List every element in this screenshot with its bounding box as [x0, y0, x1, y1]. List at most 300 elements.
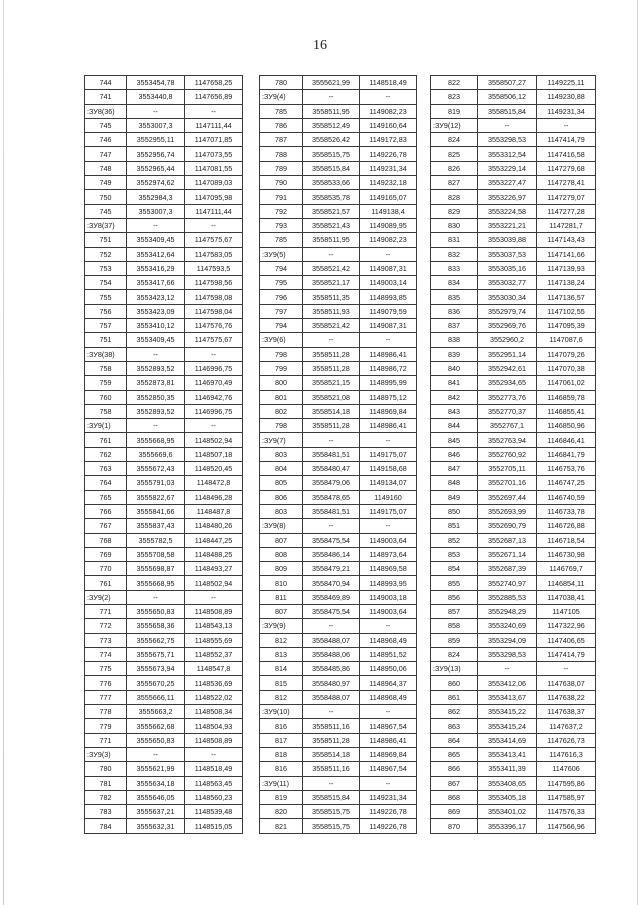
table-row: [431, 361, 596, 375]
x-coordinate-cell: 3555675,71: [127, 647, 185, 661]
x-coordinate-cell: 3555658,36: [127, 619, 185, 633]
table-row: [85, 176, 243, 190]
table-row: [260, 76, 417, 90]
table-row: [431, 805, 596, 819]
point-number-cell: 784: [85, 819, 127, 833]
y-coordinate-cell: 1148508,34: [185, 705, 243, 719]
y-coordinate-cell: 1146841,79: [537, 447, 596, 461]
y-coordinate-cell: 1148973,64: [360, 547, 417, 561]
table-row: [85, 647, 243, 661]
x-coordinate-cell: 3553401,02: [478, 805, 537, 819]
x-coordinate-cell: 3558480,47: [303, 462, 360, 476]
x-coordinate-cell: 3553410,12: [127, 319, 185, 333]
point-number-cell: :ЗУ9(5): [260, 247, 303, 261]
point-number-cell: 836: [431, 304, 478, 318]
table-row: [431, 161, 596, 175]
y-coordinate-cell: 1147595,86: [537, 776, 596, 790]
point-number-cell: 794: [260, 261, 303, 275]
table-row: [431, 404, 596, 418]
y-coordinate-cell: 1147278,41: [537, 176, 596, 190]
y-coordinate-cell: 1146996,75: [185, 361, 243, 375]
point-number-cell: 864: [431, 733, 478, 747]
x-coordinate-cell: 3558511,28: [303, 361, 360, 375]
x-coordinate-cell: 3558479,21: [303, 562, 360, 576]
point-number-cell: 790: [260, 176, 303, 190]
point-number-cell: 788: [260, 147, 303, 161]
table-row: [85, 604, 243, 618]
x-coordinate-cell: 3553423,12: [127, 290, 185, 304]
y-coordinate-cell: 1149231,34: [360, 161, 417, 175]
y-coordinate-cell: 1147070,38: [537, 361, 596, 375]
point-number-cell: 770: [85, 562, 127, 576]
y-coordinate-cell: 1146740,59: [537, 490, 596, 504]
x-coordinate-cell: 3558511,16: [303, 719, 360, 733]
y-coordinate-cell: 1147575,67: [185, 233, 243, 247]
point-number-cell: 746: [85, 133, 127, 147]
point-number-cell: 761: [85, 433, 127, 447]
x-coordinate-cell: 3552893,52: [127, 361, 185, 375]
x-coordinate-cell: 3558515,75: [303, 805, 360, 819]
y-coordinate-cell: 1147575,67: [185, 333, 243, 347]
x-coordinate-cell: 3558521,15: [303, 376, 360, 390]
y-coordinate-cell: 1147638,22: [537, 690, 596, 704]
point-number-cell: 800: [260, 376, 303, 390]
parcel-header-row: [85, 419, 243, 433]
parcel-header-row: [260, 333, 417, 347]
x-coordinate-cell: --: [127, 419, 185, 433]
y-coordinate-cell: 1147138,24: [537, 276, 596, 290]
y-coordinate-cell: 1148995,99: [360, 376, 417, 390]
y-coordinate-cell: 1149158,68: [360, 462, 417, 476]
y-coordinate-cell: 1147136,57: [537, 290, 596, 304]
x-coordinate-cell: 3555650,83: [127, 733, 185, 747]
x-coordinate-cell: 3555637,21: [127, 805, 185, 819]
table-row: [85, 161, 243, 175]
point-number-cell: 815: [260, 676, 303, 690]
y-coordinate-cell: 1147637,2: [537, 719, 596, 733]
x-coordinate-cell: 3553409,45: [127, 233, 185, 247]
point-number-cell: 826: [431, 161, 478, 175]
point-number-cell: 756: [85, 304, 127, 318]
x-coordinate-cell: 3555822,67: [127, 490, 185, 504]
x-coordinate-cell: 3555662,68: [127, 719, 185, 733]
table-row: [85, 819, 243, 833]
table-row: [260, 662, 417, 676]
table-row: [431, 304, 596, 318]
point-number-cell: 832: [431, 247, 478, 261]
y-coordinate-cell: 1147576,76: [185, 319, 243, 333]
point-number-cell: :ЗУ9(9): [260, 619, 303, 633]
point-number-cell: 768: [85, 533, 127, 547]
y-coordinate-cell: 1149231,34: [360, 790, 417, 804]
x-coordinate-cell: 3558512,49: [303, 118, 360, 132]
x-coordinate-cell: 3552760,92: [478, 447, 537, 461]
point-number-cell: 827: [431, 176, 478, 190]
table-row: [260, 533, 417, 547]
y-coordinate-cell: 1146854,11: [537, 576, 596, 590]
table-row: [260, 147, 417, 161]
table-row: [85, 776, 243, 790]
table-row: [431, 504, 596, 518]
table-row: [85, 462, 243, 476]
x-coordinate-cell: 3558478,65: [303, 490, 360, 504]
point-number-cell: 816: [260, 719, 303, 733]
y-coordinate-cell: 1147073,55: [185, 147, 243, 161]
table-row: [85, 476, 243, 490]
y-coordinate-cell: --: [185, 747, 243, 761]
x-coordinate-cell: --: [303, 433, 360, 447]
point-number-cell: 829: [431, 204, 478, 218]
point-number-cell: 831: [431, 233, 478, 247]
table-row: [431, 705, 596, 719]
point-number-cell: 758: [85, 361, 127, 375]
y-coordinate-cell: 1147061,02: [537, 376, 596, 390]
x-coordinate-cell: 3553415,22: [478, 705, 537, 719]
point-number-cell: 799: [260, 361, 303, 375]
point-number-cell: 751: [85, 333, 127, 347]
table-row: [431, 619, 596, 633]
y-coordinate-cell: 1147089,03: [185, 176, 243, 190]
point-number-cell: 859: [431, 633, 478, 647]
table-row: [431, 233, 596, 247]
table-row: [431, 376, 596, 390]
table-row: [260, 576, 417, 590]
point-number-cell: 795: [260, 276, 303, 290]
table-row: [85, 576, 243, 590]
x-coordinate-cell: 3558533,66: [303, 176, 360, 190]
point-number-cell: 761: [85, 576, 127, 590]
x-coordinate-cell: 3555662,75: [127, 633, 185, 647]
x-coordinate-cell: 3558475,54: [303, 604, 360, 618]
x-coordinate-cell: 3552705,11: [478, 462, 537, 476]
point-number-cell: 775: [85, 662, 127, 676]
point-number-cell: 749: [85, 176, 127, 190]
x-coordinate-cell: 3553032,77: [478, 276, 537, 290]
x-coordinate-cell: --: [127, 747, 185, 761]
y-coordinate-cell: 1148493,27: [185, 562, 243, 576]
x-coordinate-cell: 3558479,06: [303, 476, 360, 490]
point-number-cell: 856: [431, 590, 478, 604]
y-coordinate-cell: 1148522,02: [185, 690, 243, 704]
x-coordinate-cell: 3552773,76: [478, 390, 537, 404]
point-number-cell: 782: [85, 790, 127, 804]
table-row: [431, 676, 596, 690]
table-row: [260, 676, 417, 690]
point-number-cell: 820: [260, 805, 303, 819]
point-number-cell: 822: [431, 76, 478, 90]
x-coordinate-cell: 3553030,34: [478, 290, 537, 304]
y-coordinate-cell: 1149172,83: [360, 133, 417, 147]
point-number-cell: 846: [431, 447, 478, 461]
x-coordinate-cell: --: [303, 619, 360, 633]
y-coordinate-cell: 1147102,55: [537, 304, 596, 318]
point-number-cell: 769: [85, 547, 127, 561]
parcel-header-row: [260, 776, 417, 790]
point-number-cell: 748: [85, 161, 127, 175]
x-coordinate-cell: 3552948,29: [478, 604, 537, 618]
table-row: [260, 218, 417, 232]
table-row: [85, 619, 243, 633]
point-number-cell: 745: [85, 204, 127, 218]
y-coordinate-cell: 1147095,98: [185, 190, 243, 204]
coordinates-table-column-3: [430, 75, 596, 834]
y-coordinate-cell: 1149082,23: [360, 104, 417, 118]
y-coordinate-cell: --: [185, 347, 243, 361]
table-row: [85, 433, 243, 447]
table-row: [85, 790, 243, 804]
y-coordinate-cell: 1148969,84: [360, 404, 417, 418]
x-coordinate-cell: 3552693,99: [478, 504, 537, 518]
table-row: [85, 376, 243, 390]
table-row: [85, 133, 243, 147]
parcel-header-row: [260, 619, 417, 633]
x-coordinate-cell: 3558470,94: [303, 576, 360, 590]
x-coordinate-cell: 3552956,74: [127, 147, 185, 161]
x-coordinate-cell: 3553440,8: [127, 90, 185, 104]
y-coordinate-cell: 1149087,31: [360, 319, 417, 333]
point-number-cell: 747: [85, 147, 127, 161]
point-number-cell: 867: [431, 776, 478, 790]
y-coordinate-cell: 1149079,59: [360, 304, 417, 318]
point-number-cell: 812: [260, 690, 303, 704]
x-coordinate-cell: 3555650,83: [127, 604, 185, 618]
x-coordinate-cell: 3552740,97: [478, 576, 537, 590]
x-coordinate-cell: 3552955,11: [127, 133, 185, 147]
parcel-header-row: [260, 519, 417, 533]
point-number-cell: 765: [85, 490, 127, 504]
point-number-cell: 753: [85, 261, 127, 275]
x-coordinate-cell: 3558481,51: [303, 504, 360, 518]
y-coordinate-cell: 1148518,49: [360, 76, 417, 90]
y-coordinate-cell: 1149003,64: [360, 604, 417, 618]
x-coordinate-cell: 3555841,66: [127, 504, 185, 518]
x-coordinate-cell: 3558521,43: [303, 218, 360, 232]
table-row: [85, 261, 243, 275]
y-coordinate-cell: 1148520,45: [185, 462, 243, 476]
point-number-cell: 801: [260, 390, 303, 404]
x-coordinate-cell: 3558511,28: [303, 347, 360, 361]
y-coordinate-cell: 1148968,49: [360, 690, 417, 704]
point-number-cell: 869: [431, 805, 478, 819]
y-coordinate-cell: --: [360, 705, 417, 719]
table-row: [431, 819, 596, 833]
point-number-cell: 868: [431, 790, 478, 804]
table-row: [260, 490, 417, 504]
y-coordinate-cell: --: [537, 118, 596, 132]
x-coordinate-cell: 3553007,3: [127, 118, 185, 132]
x-coordinate-cell: 3558511,35: [303, 290, 360, 304]
table-row: [431, 147, 596, 161]
table-row: [431, 490, 596, 504]
point-number-cell: 758: [85, 404, 127, 418]
x-coordinate-cell: --: [127, 104, 185, 118]
point-number-cell: :ЗУ8(38): [85, 347, 127, 361]
x-coordinate-cell: 3552690,79: [478, 519, 537, 533]
table-row: [260, 404, 417, 418]
point-number-cell: 759: [85, 376, 127, 390]
x-coordinate-cell: 3553037,53: [478, 247, 537, 261]
table-row: [431, 447, 596, 461]
y-coordinate-cell: 1147606: [537, 762, 596, 776]
y-coordinate-cell: 1147414,79: [537, 647, 596, 661]
y-coordinate-cell: 1149226,78: [360, 147, 417, 161]
table-row: [431, 90, 596, 104]
table-row: [260, 290, 417, 304]
point-number-cell: 862: [431, 705, 478, 719]
x-coordinate-cell: 3552974,62: [127, 176, 185, 190]
y-coordinate-cell: 1149134,07: [360, 476, 417, 490]
x-coordinate-cell: 3558511,28: [303, 733, 360, 747]
x-coordinate-cell: 3558526,42: [303, 133, 360, 147]
y-coordinate-cell: --: [360, 90, 417, 104]
y-coordinate-cell: 1149003,14: [360, 276, 417, 290]
y-coordinate-cell: 1148967,54: [360, 719, 417, 733]
y-coordinate-cell: 1149003,64: [360, 533, 417, 547]
table-row: [260, 547, 417, 561]
point-number-cell: 852: [431, 533, 478, 547]
point-number-cell: :ЗУ9(8): [260, 519, 303, 533]
y-coordinate-cell: 1146970,49: [185, 376, 243, 390]
table-row: [85, 490, 243, 504]
y-coordinate-cell: 1149231,34: [537, 104, 596, 118]
y-coordinate-cell: 1148472,8: [185, 476, 243, 490]
table-row: [85, 662, 243, 676]
table-row: [431, 76, 596, 90]
x-coordinate-cell: 3552687,39: [478, 562, 537, 576]
y-coordinate-cell: 1147414,79: [537, 133, 596, 147]
x-coordinate-cell: --: [127, 590, 185, 604]
point-number-cell: 835: [431, 290, 478, 304]
table-row: [85, 404, 243, 418]
x-coordinate-cell: 3552763,94: [478, 433, 537, 447]
table-row: [85, 719, 243, 733]
table-row: [85, 118, 243, 132]
point-number-cell: 834: [431, 276, 478, 290]
point-number-cell: 766: [85, 504, 127, 518]
y-coordinate-cell: 1149082,23: [360, 233, 417, 247]
table-row: [431, 547, 596, 561]
point-number-cell: 771: [85, 733, 127, 747]
table-row: [431, 319, 596, 333]
table-row: [260, 304, 417, 318]
point-number-cell: 861: [431, 690, 478, 704]
y-coordinate-cell: 1148496,28: [185, 490, 243, 504]
x-coordinate-cell: 3552960,2: [478, 333, 537, 347]
x-coordinate-cell: 3558511,93: [303, 304, 360, 318]
table-row: [85, 519, 243, 533]
table-row: [85, 290, 243, 304]
y-coordinate-cell: 1147406,65: [537, 633, 596, 647]
x-coordinate-cell: 3553298,53: [478, 647, 537, 661]
point-number-cell: :ЗУ9(6): [260, 333, 303, 347]
table-row: [260, 719, 417, 733]
table-row: [260, 462, 417, 476]
point-number-cell: 828: [431, 190, 478, 204]
point-number-cell: 785: [260, 104, 303, 118]
x-coordinate-cell: 3553221,21: [478, 218, 537, 232]
y-coordinate-cell: 1149003,18: [360, 590, 417, 604]
point-number-cell: 824: [431, 647, 478, 661]
point-number-cell: 865: [431, 747, 478, 761]
y-coordinate-cell: 1149226,78: [360, 805, 417, 819]
x-coordinate-cell: 3558480,97: [303, 676, 360, 690]
point-number-cell: 839: [431, 347, 478, 361]
table-row: [85, 333, 243, 347]
table-row: [260, 133, 417, 147]
y-coordinate-cell: 1148447,25: [185, 533, 243, 547]
point-number-cell: 830: [431, 218, 478, 232]
point-number-cell: 752: [85, 247, 127, 261]
point-number-cell: :ЗУ9(3): [85, 747, 127, 761]
y-coordinate-cell: 1149160: [360, 490, 417, 504]
parcel-header-row: [431, 118, 596, 132]
point-number-cell: 806: [260, 490, 303, 504]
x-coordinate-cell: 3558511,95: [303, 233, 360, 247]
point-number-cell: 849: [431, 490, 478, 504]
table-row: [431, 419, 596, 433]
y-coordinate-cell: 1147111,44: [185, 118, 243, 132]
y-coordinate-cell: 1148536,69: [185, 676, 243, 690]
table-row: [260, 805, 417, 819]
point-number-cell: 807: [260, 604, 303, 618]
table-row: [85, 562, 243, 576]
table-row: [431, 647, 596, 661]
point-number-cell: 789: [260, 161, 303, 175]
y-coordinate-cell: 1147638,37: [537, 705, 596, 719]
point-number-cell: 848: [431, 476, 478, 490]
y-coordinate-cell: 1148508,89: [185, 733, 243, 747]
y-coordinate-cell: 1146733,78: [537, 504, 596, 518]
y-coordinate-cell: 1148552,37: [185, 647, 243, 661]
y-coordinate-cell: 1146753,76: [537, 462, 596, 476]
x-coordinate-cell: 3555634,18: [127, 776, 185, 790]
x-coordinate-cell: --: [303, 776, 360, 790]
scan-right-edge: [637, 0, 638, 905]
point-number-cell: 791: [260, 190, 303, 204]
table-row: [260, 347, 417, 361]
table-row: [85, 276, 243, 290]
y-coordinate-cell: 1149175,07: [360, 504, 417, 518]
point-number-cell: :ЗУ9(13): [431, 662, 478, 676]
x-coordinate-cell: 3555672,43: [127, 462, 185, 476]
table-row: [431, 261, 596, 275]
table-row: [85, 304, 243, 318]
x-coordinate-cell: 3553396,17: [478, 819, 537, 833]
point-number-cell: 858: [431, 619, 478, 633]
table-row: [260, 790, 417, 804]
y-coordinate-cell: 1147087,6: [537, 333, 596, 347]
point-number-cell: 825: [431, 147, 478, 161]
table-row: [260, 447, 417, 461]
table-row: [260, 590, 417, 604]
x-coordinate-cell: 3555673,94: [127, 662, 185, 676]
table-row: [431, 347, 596, 361]
table-row: [431, 747, 596, 761]
table-row: [431, 247, 596, 261]
x-coordinate-cell: 3558486,14: [303, 547, 360, 561]
point-number-cell: 804: [260, 462, 303, 476]
y-coordinate-cell: 1148507,18: [185, 447, 243, 461]
y-coordinate-cell: 1146850,96: [537, 419, 596, 433]
page-number: 16: [313, 38, 327, 53]
x-coordinate-cell: 3558507,27: [478, 76, 537, 90]
x-coordinate-cell: 3558488,07: [303, 633, 360, 647]
point-number-cell: 857: [431, 604, 478, 618]
table-row: [431, 776, 596, 790]
y-coordinate-cell: 1149138,4: [360, 204, 417, 218]
y-coordinate-cell: 1147638,07: [537, 676, 596, 690]
x-coordinate-cell: 3553229,14: [478, 161, 537, 175]
